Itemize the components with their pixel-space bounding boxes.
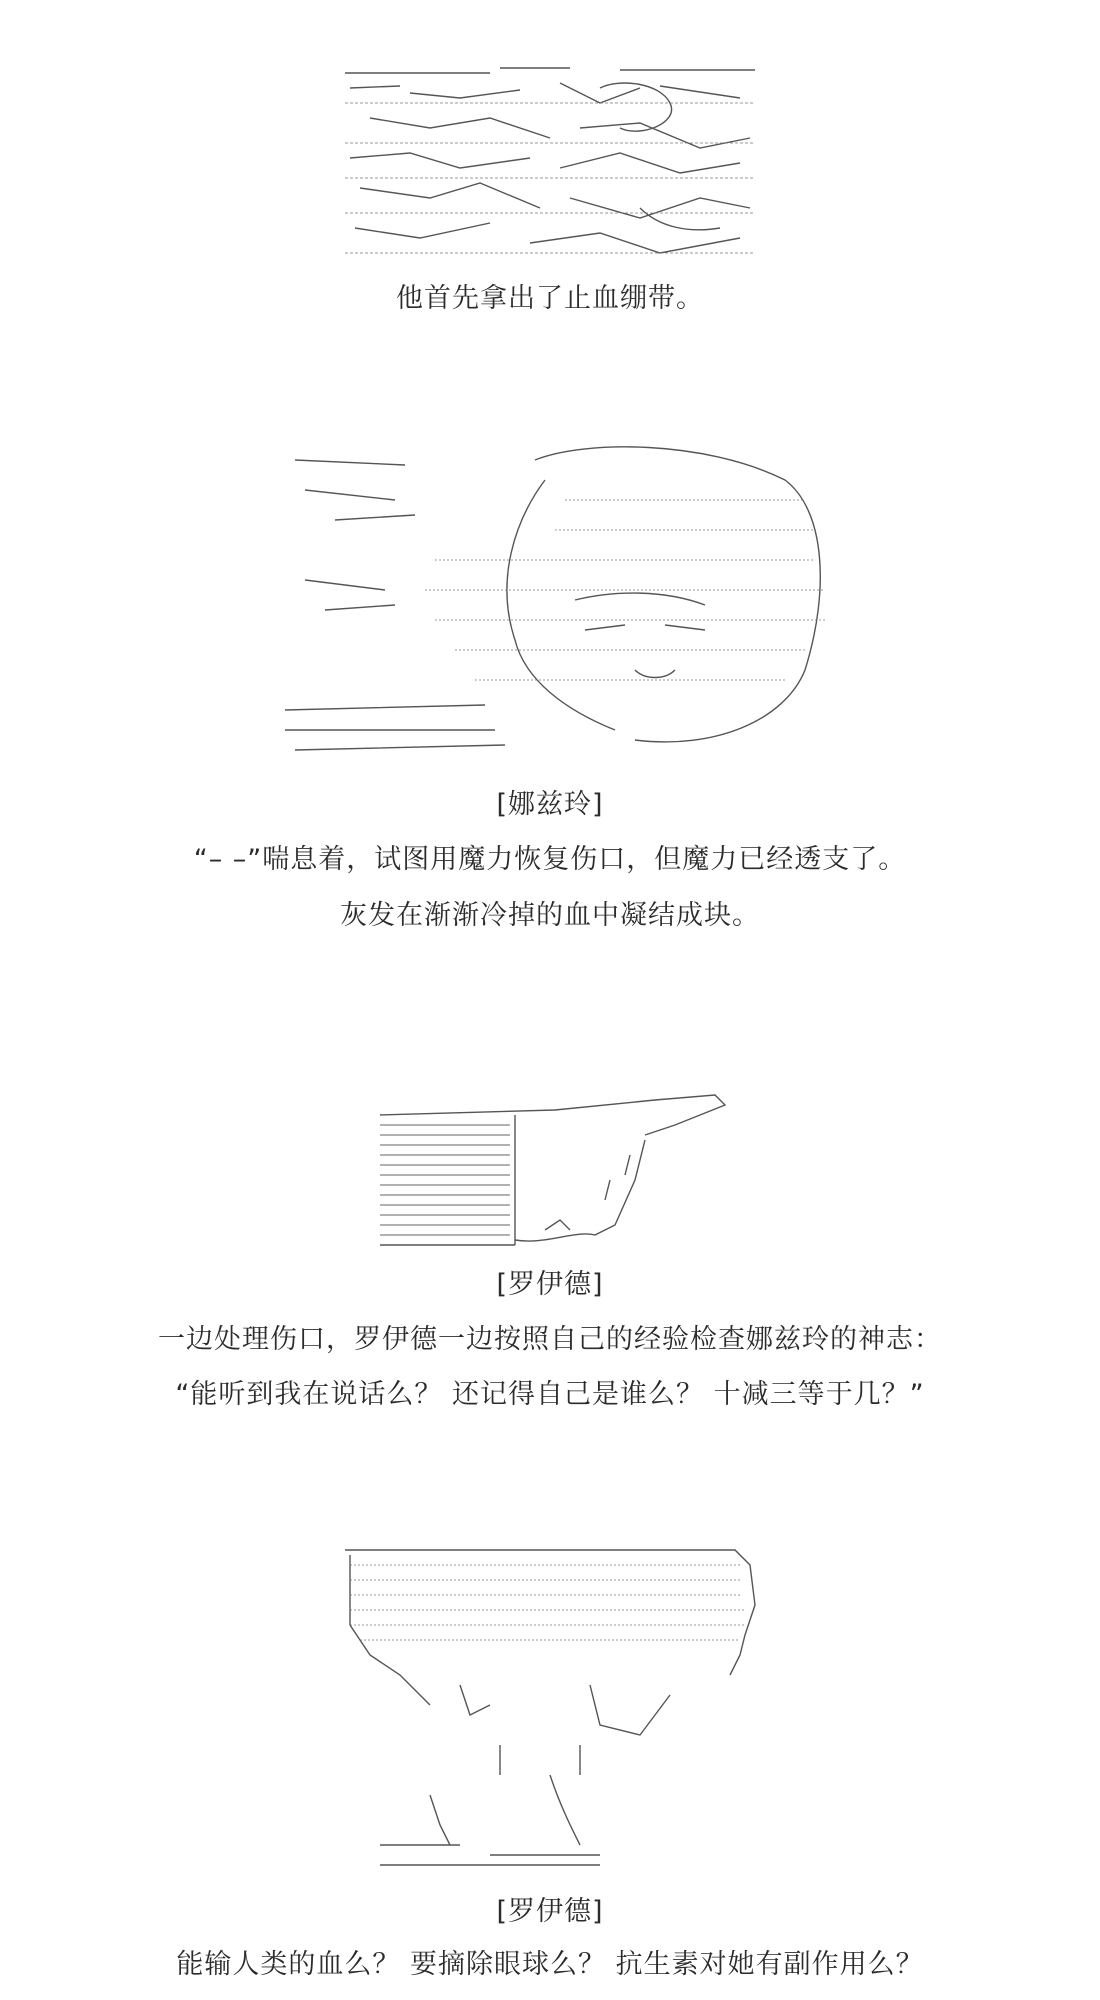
narration-line: “能听到我在说话么？ 还记得自己是谁么？ 十减三等于几？” xyxy=(175,1379,925,1410)
ascii-art-hand xyxy=(375,1080,735,1250)
ascii-art-nazling-portrait xyxy=(285,440,840,770)
ascii-art-roid-portrait xyxy=(340,1545,760,1875)
speaker-label: [罗伊德] xyxy=(496,1896,604,1927)
speaker-label: [娜兹玲] xyxy=(496,789,604,820)
narration-line: 他首先拿出了止血绷带。 xyxy=(396,283,704,314)
narration-line: 灰发在渐渐冷掉的血中凝结成块。 xyxy=(340,900,760,931)
ascii-art-bandage-scene xyxy=(340,58,760,263)
speaker-label: [罗伊德] xyxy=(496,1269,604,1300)
narration-line: 一边处理伤口，罗伊德一边按照自己的经验检查娜兹玲的神志： xyxy=(158,1324,942,1355)
narration-line: “– –”喘息着，试图用魔力恢复伤口，但魔力已经透支了。 xyxy=(193,844,907,875)
narration-line: 能输人类的血么？ 要摘除眼球么？ 抗生素对她有副作用么？ xyxy=(176,1949,924,1980)
